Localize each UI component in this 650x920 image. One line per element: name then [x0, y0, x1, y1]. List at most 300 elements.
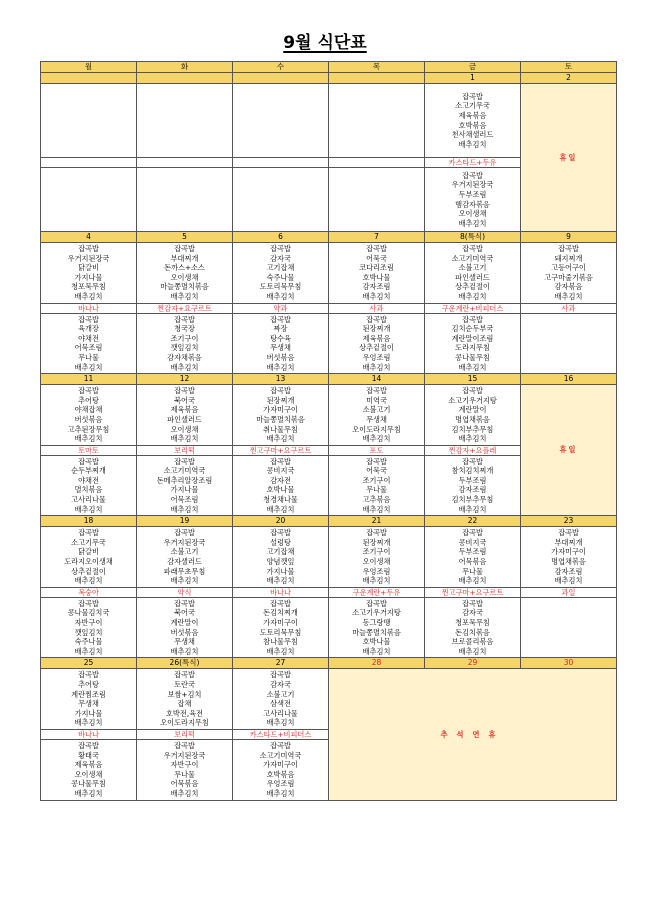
menu-item: 햄감자볶음 — [455, 199, 490, 209]
menu-item: 어묵볶음 — [458, 557, 487, 567]
menu-item: 부대찌개 — [554, 537, 583, 547]
menu-item: 소고기미역국 — [163, 466, 206, 476]
chuseok-holiday-cell: 추석연휴 — [329, 669, 617, 800]
snack-cell: 토마토 — [41, 445, 137, 455]
menu-cell — [41, 168, 137, 232]
menu-item: 취나물무침 — [263, 424, 298, 434]
menu-item: 배추김치 — [266, 291, 295, 301]
menu-cell — [233, 385, 329, 446]
menu-cell — [521, 597, 617, 658]
menu-item: 잡곡밥 — [270, 244, 291, 253]
menu-item: 도라지오이생채 — [64, 557, 113, 567]
date-cell: 22 — [425, 516, 521, 527]
menu-item: 배추김치 — [74, 434, 103, 444]
menu-item: 야채전 — [78, 333, 99, 343]
menu-item: 참치김치찌개 — [451, 466, 494, 476]
menu-item: 무나물 — [78, 352, 99, 362]
menu-item: 잡곡밥 — [462, 170, 483, 180]
menu-item: 김치부추무침 — [451, 424, 494, 434]
menu-cell — [425, 385, 521, 446]
menu-item: 콩비지국 — [266, 466, 295, 476]
menu-item: 돼지찌개 — [554, 253, 583, 263]
menu-item: 자반구이 — [74, 618, 103, 627]
menu-item: 잡곡밥 — [78, 740, 99, 750]
menu-item: 배추김치 — [362, 434, 391, 444]
menu-item: 배추김치 — [458, 576, 487, 586]
menu-item: 오이생채 — [170, 272, 199, 282]
menu-item: 잡채 — [177, 699, 192, 709]
date-cell: 16 — [521, 374, 617, 385]
menu-item: 고추볶음 — [362, 495, 391, 505]
menu-item: 김치순두부국 — [451, 324, 494, 334]
menu-cell — [233, 597, 329, 658]
snack-cell — [329, 158, 425, 168]
menu-item: 상추겉절이 — [71, 566, 106, 576]
weekday-fri: 금 — [425, 62, 521, 73]
menu-cell — [137, 84, 233, 158]
menu-item: 잡곡밥 — [78, 314, 99, 324]
menu-item: 배추김치 — [458, 646, 487, 656]
menu-cell — [41, 527, 137, 588]
menu-item: 마늘쫑멸치볶음 — [256, 414, 305, 424]
menu-item: 돈김치찌개 — [263, 608, 298, 618]
menu-item: 잡곡밥 — [78, 598, 99, 608]
page-title: 9월 식단표 — [283, 33, 367, 53]
menu-item: 제육볶음 — [362, 333, 391, 343]
date-row — [41, 516, 617, 527]
date-cell: 28 — [329, 658, 425, 669]
menu-item: 감자볶음 — [554, 282, 583, 292]
snack-cell: 바나나 — [41, 303, 137, 313]
snack-cell: 보리떡 — [137, 729, 233, 739]
menu-cell — [425, 84, 521, 158]
menu-item: 청경채나물 — [263, 495, 298, 505]
menu-item: 계란말이 — [170, 618, 199, 627]
menu-cell — [137, 739, 233, 800]
menu-item: 잡곡밥 — [270, 456, 291, 466]
menu-item: 배추김치 — [266, 434, 295, 444]
menu-item: 배추김치 — [170, 291, 199, 301]
menu-item: 배추김치 — [362, 362, 391, 372]
menu-item: 배추김치 — [362, 646, 391, 656]
menu-item: 잡곡밥 — [174, 386, 195, 396]
menu-cell — [329, 243, 425, 304]
menu-item: 돈까스+소스 — [164, 263, 205, 273]
menu-item: 소고기미역국 — [451, 253, 494, 263]
menu-item: 제육볶음 — [74, 760, 103, 770]
menu-item: 오이도라지무침 — [352, 424, 401, 434]
menu-cell — [41, 84, 137, 158]
menu-item: 토란국 — [174, 679, 195, 689]
menu-item: 잡곡밥 — [78, 456, 99, 466]
menu-item: 버섯볶음 — [170, 627, 199, 637]
date-cell — [329, 73, 425, 84]
menu-item: 버섯볶음 — [74, 414, 103, 424]
menu-item: 잡곡밥 — [174, 456, 195, 466]
lunch-row — [41, 669, 617, 730]
menu-item: 버섯볶음 — [266, 352, 295, 362]
menu-item: 무나물 — [366, 485, 387, 495]
date-cell: 12 — [137, 374, 233, 385]
menu-item: 도라지무침 — [455, 343, 490, 353]
menu-item: 조기구이 — [170, 333, 199, 343]
menu-item: 청국장 — [174, 324, 195, 334]
menu-item: 배추김치 — [170, 788, 199, 798]
menu-item: 배추김치 — [458, 218, 487, 228]
menu-item: 두부조림 — [458, 189, 487, 199]
menu-item: 도토리묵무침 — [259, 282, 302, 292]
menu-item: 호박나물 — [362, 637, 391, 647]
lunch-row — [41, 527, 617, 588]
date-cell: 25 — [41, 658, 137, 669]
date-cell: 2 — [521, 73, 617, 84]
menu-cell — [41, 385, 137, 446]
menu-item: 배추김치 — [458, 434, 487, 444]
holiday-cell: 휴일 — [521, 385, 617, 516]
menu-item: 잡곡밥 — [366, 456, 387, 466]
menu-item: 제육볶음 — [458, 110, 487, 120]
menu-item: 짜장 — [273, 324, 288, 334]
menu-item: 배추김치 — [74, 788, 103, 798]
snack-cell: 사과 — [521, 303, 617, 313]
menu-item: 소불고기 — [170, 547, 199, 557]
date-row — [41, 658, 617, 669]
weekday-tue: 화 — [137, 62, 233, 73]
menu-item: 조기구이 — [362, 547, 391, 557]
menu-item: 추어탕 — [78, 679, 99, 689]
date-cell: 15 — [425, 374, 521, 385]
menu-item: 마늘쫑멸치볶음 — [160, 282, 209, 292]
menu-item: 고기잡채 — [266, 263, 295, 273]
menu-item: 무생채 — [78, 699, 99, 709]
menu-cell — [137, 669, 233, 730]
menu-item: 콩나물김치국 — [67, 608, 110, 618]
menu-item: 파래무초무침 — [163, 566, 206, 576]
menu-cell — [137, 243, 233, 304]
date-cell — [41, 73, 137, 84]
date-cell: 21 — [329, 516, 425, 527]
menu-item: 잡곡밥 — [462, 528, 483, 538]
menu-cell — [425, 527, 521, 588]
menu-item: 어묵조림 — [170, 495, 199, 505]
menu-item: 배추김치 — [458, 139, 487, 149]
menu-item: 돈김치볶음 — [455, 627, 490, 637]
date-row — [41, 374, 617, 385]
snack-cell: 약식 — [137, 587, 233, 597]
snack-cell: 바나나 — [233, 587, 329, 597]
menu-cell — [41, 669, 137, 730]
weekday-header-row — [41, 62, 617, 73]
menu-item: 잡곡밥 — [366, 598, 387, 608]
date-cell: 14 — [329, 374, 425, 385]
menu-item: 배추김치 — [170, 576, 199, 586]
menu-item: 무나물 — [174, 769, 195, 779]
menu-item: 잡곡밥 — [462, 386, 483, 396]
menu-item: 북어국 — [174, 395, 195, 405]
menu-item: 배추김치 — [362, 504, 391, 514]
menu-item: 깻잎김치 — [170, 343, 199, 353]
menu-item: 조기구이 — [362, 475, 391, 485]
menu-item: 잡곡밥 — [78, 386, 99, 396]
menu-item: 가자미구이 — [263, 760, 298, 770]
menu-item: 잡곡밥 — [270, 528, 291, 538]
menu-item: 배추김치 — [266, 362, 295, 372]
menu-item: 호박나물 — [362, 272, 391, 282]
snack-cell: 보리떡 — [137, 445, 233, 455]
menu-item: 감자채볶음 — [167, 352, 202, 362]
menu-cell — [521, 313, 617, 374]
menu-item: 감자전 — [270, 475, 291, 485]
date-cell: 19 — [137, 516, 233, 527]
menu-item: 닭갈비 — [78, 263, 99, 273]
menu-item: 잡곡밥 — [462, 314, 483, 324]
menu-item: 잡곡밥 — [366, 386, 387, 396]
date-cell: 9 — [521, 232, 617, 243]
menu-item: 가자미구이 — [263, 618, 298, 627]
date-cell: 6 — [233, 232, 329, 243]
menu-item: 멸치볶음 — [74, 485, 103, 495]
date-cell: 27 — [233, 658, 329, 669]
menu-item: 가자미구이 — [263, 405, 298, 415]
date-cell — [137, 73, 233, 84]
menu-item: 우거지된장국 — [451, 180, 494, 190]
menu-item: 배추김치 — [458, 504, 487, 514]
menu-item: 마늘쫑멸치볶음 — [352, 627, 401, 637]
snack-cell: 카스타드+두유 — [425, 158, 521, 168]
weekday-sat: 토 — [521, 62, 617, 73]
menu-item: 가지나물 — [74, 272, 103, 282]
menu-cell — [521, 527, 617, 588]
snack-cell: 약과 — [233, 303, 329, 313]
menu-item: 오이도라지무침 — [160, 718, 209, 728]
snack-cell: 찐감자+요플레 — [425, 445, 521, 455]
menu-item: 어묵국 — [366, 253, 387, 263]
menu-cell — [233, 455, 329, 516]
menu-item: 고등어구이 — [551, 263, 586, 273]
menu-item: 오이생채 — [362, 557, 391, 567]
menu-item: 잡곡밥 — [366, 314, 387, 324]
menu-item: 잡곡밥 — [558, 244, 579, 253]
menu-item: 동그랑땡 — [362, 618, 391, 627]
menu-item: 잡곡밥 — [174, 314, 195, 324]
menu-item: 북어국 — [174, 608, 195, 618]
menu-item: 감자국 — [462, 608, 483, 618]
snack-cell: 구운계란+두유 — [329, 587, 425, 597]
menu-item: 청포묵무침 — [71, 282, 106, 292]
menu-item: 호박전,육전 — [165, 708, 203, 718]
menu-item: 고사리나물 — [71, 495, 106, 505]
date-row — [41, 73, 617, 84]
menu-item: 두부조림 — [458, 475, 487, 485]
menu-item: 잡곡밥 — [174, 598, 195, 608]
menu-item: 잡곡밥 — [462, 456, 483, 466]
menu-item: 제육볶음 — [170, 405, 199, 415]
snack-cell: 찐고구마+요구르트 — [233, 445, 329, 455]
menu-item: 설렁탕 — [270, 537, 291, 547]
menu-item: 우거지된장국 — [163, 537, 206, 547]
menu-item: 탕수육 — [270, 333, 291, 343]
menu-item: 계란찜조림 — [71, 689, 106, 699]
menu-item: 가지나물 — [266, 566, 295, 576]
menu-item: 추어탕 — [78, 395, 99, 405]
menu-item: 배추김치 — [74, 646, 103, 656]
menu-cell — [233, 84, 329, 158]
date-cell: 20 — [233, 516, 329, 527]
menu-item: 콩비지국 — [458, 537, 487, 547]
menu-item: 감자국 — [270, 253, 291, 263]
menu-cell — [233, 669, 329, 730]
menu-item: 된장찌개 — [266, 395, 295, 405]
menu-item: 배추김치 — [170, 504, 199, 514]
menu-item: 잡곡밥 — [78, 670, 99, 680]
menu-item: 소불고기 — [266, 689, 295, 699]
menu-item: 잡곡밥 — [270, 386, 291, 396]
menu-item: 오이생채 — [170, 424, 199, 434]
menu-item: 배추김치 — [74, 718, 103, 728]
menu-item: 상추겉절이 — [359, 343, 394, 353]
menu-item: 부대찌개 — [170, 253, 199, 263]
snack-cell: 구운계란+비피더스 — [425, 303, 521, 313]
menu-item: 소고기우거지탕 — [448, 395, 497, 405]
snack-cell: 찐고구마+요구르트 — [425, 587, 521, 597]
menu-item: 돈메추리알장조림 — [156, 475, 213, 485]
menu-cell — [521, 243, 617, 304]
menu-item: 배추김치 — [74, 576, 103, 586]
menu-cell — [137, 597, 233, 658]
menu-item: 우엉조림 — [266, 779, 295, 789]
menu-item: 미역국 — [366, 395, 387, 405]
menu-item: 어묵국 — [366, 466, 387, 476]
menu-cell — [41, 313, 137, 374]
menu-item: 고사리나물 — [263, 708, 298, 718]
dinner-row — [41, 597, 617, 658]
date-cell — [233, 73, 329, 84]
menu-item: 무나물 — [462, 566, 483, 576]
menu-item: 배추김치 — [458, 291, 487, 301]
menu-cell — [329, 84, 425, 158]
menu-item: 도토리묵무침 — [259, 627, 302, 637]
menu-cell — [41, 455, 137, 516]
lunch-row — [41, 84, 617, 158]
menu-item: 배추김치 — [362, 291, 391, 301]
menu-item: 감자조림 — [554, 566, 583, 576]
menu-item: 야채전 — [78, 475, 99, 485]
menu-item: 배추김치 — [74, 504, 103, 514]
menu-item: 잡곡밥 — [78, 528, 99, 538]
menu-item: 고구마줄기볶음 — [544, 272, 593, 282]
date-cell: 29 — [425, 658, 521, 669]
menu-item: 가지나물 — [170, 485, 199, 495]
snack-cell: 바나나 — [41, 729, 137, 739]
date-cell: 30 — [521, 658, 617, 669]
snack-row — [41, 587, 617, 597]
weekday-mon: 월 — [41, 62, 137, 73]
lunch-row — [41, 243, 617, 304]
menu-item: 배추김치 — [554, 291, 583, 301]
menu-cell — [329, 385, 425, 446]
menu-item: 양념깻잎 — [266, 557, 295, 567]
date-cell: 4 — [41, 232, 137, 243]
menu-item: 된장찌개 — [362, 537, 391, 547]
menu-cell — [233, 313, 329, 374]
menu-item: 콩나물무침 — [71, 779, 106, 789]
menu-cell — [137, 168, 233, 232]
snack-cell: 찐감자+요구르트 — [137, 303, 233, 313]
menu-item: 무생채 — [174, 637, 195, 647]
menu-cell — [425, 168, 521, 232]
menu-item: 배추김치 — [266, 788, 295, 798]
menu-item: 닭갈비 — [78, 547, 99, 557]
menu-item: 파인샐러드 — [455, 272, 490, 282]
menu-item: 배추김치 — [266, 646, 295, 656]
snack-cell — [41, 158, 137, 168]
menu-cell — [137, 385, 233, 446]
menu-item: 천사채샐러드 — [451, 130, 494, 140]
menu-item: 우거지된장국 — [67, 253, 110, 263]
date-cell: 23 — [521, 516, 617, 527]
snack-cell — [233, 158, 329, 168]
date-cell: 8(특식) — [425, 232, 521, 243]
date-cell: 1 — [425, 73, 521, 84]
date-cell: 13 — [233, 374, 329, 385]
menu-item: 소고기우거지탕 — [352, 608, 401, 618]
menu-item: 소고기무국 — [455, 101, 490, 111]
weekday-wed: 수 — [233, 62, 329, 73]
menu-item: 가지나물 — [74, 708, 103, 718]
menu-cell — [425, 243, 521, 304]
menu-item: 청포묵무침 — [455, 618, 490, 627]
menu-item: 계란말이조림 — [451, 333, 494, 343]
menu-item: 호박볶음 — [266, 769, 295, 779]
menu-item: 배추김치 — [74, 362, 103, 372]
menu-cell — [137, 455, 233, 516]
snack-cell: 카스타드+비피더스 — [233, 729, 329, 739]
menu-cell — [233, 243, 329, 304]
menu-item: 배추김치 — [74, 291, 103, 301]
menu-item: 잡곡밥 — [270, 598, 291, 608]
menu-item: 자반구이 — [170, 760, 199, 770]
menu-item: 육개장 — [78, 324, 99, 334]
menu-item: 소불고기 — [458, 263, 487, 273]
menu-item: 잡곡밥 — [174, 528, 195, 538]
menu-item: 계란말이 — [458, 405, 487, 415]
menu-item: 숙주나물 — [74, 637, 103, 647]
menu-item: 배추김치 — [170, 646, 199, 656]
menu-item: 배추김치 — [266, 504, 295, 514]
menu-item: 김치부추무침 — [451, 495, 494, 505]
menu-cell — [329, 455, 425, 516]
menu-cell — [329, 313, 425, 374]
menu-item: 야채잡채 — [74, 405, 103, 415]
menu-item: 잡곡밥 — [78, 244, 99, 253]
menu-item: 우엉조림 — [362, 566, 391, 576]
menu-item: 배추김치 — [266, 576, 295, 586]
menu-item: 파인샐러드 — [167, 414, 202, 424]
date-cell: 5 — [137, 232, 233, 243]
menu-item: 무생채 — [366, 414, 387, 424]
menu-cell — [425, 597, 521, 658]
menu-item: 소불고기 — [362, 405, 391, 415]
menu-item: 잡곡밥 — [462, 91, 483, 101]
menu-cell — [233, 527, 329, 588]
menu-item: 잡곡밥 — [366, 528, 387, 538]
menu-item: 소고기무국 — [71, 537, 106, 547]
menu-item: 잡곡밥 — [462, 244, 483, 253]
date-cell: 26(특식) — [137, 658, 233, 669]
menu-cell — [41, 243, 137, 304]
menu-item: 가자미구이 — [551, 547, 586, 557]
menu-item: 배추김치 — [362, 576, 391, 586]
